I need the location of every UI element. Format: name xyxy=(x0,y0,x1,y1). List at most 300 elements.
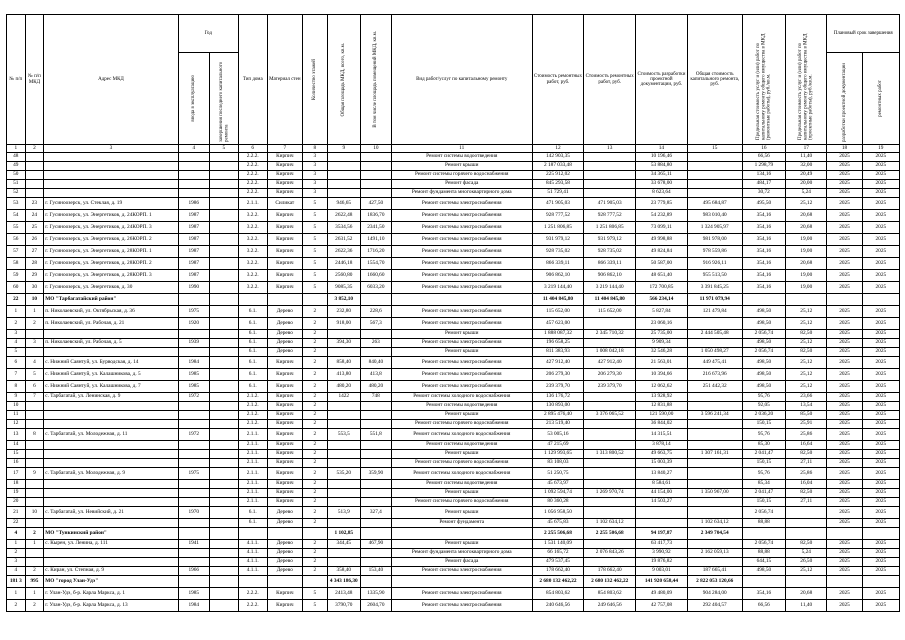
table-cell xyxy=(209,369,238,381)
table-cell: МО "Тарбагатайский район" xyxy=(44,294,179,306)
table-row xyxy=(7,411,900,420)
table-cell: 2 xyxy=(7,600,26,612)
table-cell xyxy=(209,270,238,282)
table-cell: 2025 xyxy=(862,153,899,162)
table-cell: 4 xyxy=(7,528,26,540)
table-row xyxy=(7,282,900,294)
table-cell xyxy=(238,294,267,306)
table-row xyxy=(7,306,900,318)
table-row xyxy=(7,429,900,441)
table-cell: 916 926,11 xyxy=(687,258,742,270)
table-cell: 3 990,92 xyxy=(636,549,688,558)
table-cell: Кирпич xyxy=(267,480,302,489)
column-number-cell: 3 xyxy=(44,145,179,153)
table-cell: Кирпич xyxy=(267,270,302,282)
table-cell: 6.1. xyxy=(238,339,267,348)
table-cell: МО "город Улан-Удэ" xyxy=(44,576,179,588)
table-cell xyxy=(25,162,44,171)
table-cell xyxy=(687,180,742,189)
table-cell xyxy=(327,171,360,180)
table-cell: 1985 xyxy=(178,588,209,600)
table-cell: 2025 xyxy=(827,330,862,339)
table-cell: 2025 xyxy=(862,489,899,498)
table-cell: 23,66 xyxy=(786,393,827,402)
table-cell: 354,16 xyxy=(742,270,785,282)
table-cell: 2025 xyxy=(862,480,899,489)
table-cell: 4.1.1. xyxy=(238,558,267,567)
table-cell: Кирпич xyxy=(267,600,302,612)
table-cell: 2025 xyxy=(862,450,899,459)
table-cell: 1 xyxy=(25,306,44,318)
table-cell: 11,40 xyxy=(786,153,827,162)
table-cell: 3 xyxy=(7,558,26,567)
header-col-14: Стоимость разработки проектной документации, руб. xyxy=(636,15,688,145)
table-cell: 2025 xyxy=(862,180,899,189)
table-cell xyxy=(327,489,360,498)
column-number-row xyxy=(7,145,900,153)
table-cell: 2 xyxy=(302,348,327,357)
header-col-13: Стоимость ремонтных работ, руб. xyxy=(584,15,636,145)
table-cell xyxy=(786,519,827,528)
table-row xyxy=(7,450,900,459)
table-cell xyxy=(687,507,742,519)
table-cell: Ремонт системы электроснабжения xyxy=(391,270,532,282)
table-cell: Кирпич xyxy=(267,468,302,480)
table-cell xyxy=(360,153,391,162)
table-cell xyxy=(178,480,209,489)
table-cell: 1984 xyxy=(178,600,209,612)
table-cell: Ремонт крыши xyxy=(391,507,532,519)
table-row xyxy=(7,246,900,258)
column-number-cell: 12 xyxy=(532,145,584,153)
table-cell xyxy=(687,189,742,198)
table-cell: 495,50 xyxy=(742,198,785,210)
table-cell xyxy=(360,480,391,489)
table-cell: 12 xyxy=(7,420,26,429)
table-cell xyxy=(209,294,238,306)
header-col-5: завершения последнего капитального ремонта xyxy=(218,61,229,142)
table-cell: 172 700,85 xyxy=(636,282,688,294)
table-cell: 73 099,11 xyxy=(636,222,688,234)
table-cell xyxy=(862,576,899,588)
table-cell: 2.1.1. xyxy=(238,489,267,498)
table-cell: 3 xyxy=(302,189,327,198)
table-cell xyxy=(360,348,391,357)
table-cell: 16,04 xyxy=(786,480,827,489)
table-cell: Ремонт системы электроснабжения xyxy=(391,588,532,600)
table-cell: 115 652,00 xyxy=(584,306,636,318)
table-cell xyxy=(209,420,238,429)
table-cell: 2 xyxy=(302,468,327,480)
table-cell: 2.2.2. xyxy=(238,171,267,180)
column-number-cell: 5 xyxy=(209,145,238,153)
table-cell: Кирпич xyxy=(267,258,302,270)
table-cell: Ремонт системы электроснабжения xyxy=(391,381,532,393)
table-cell: 130 893,00 xyxy=(532,402,584,411)
table-row xyxy=(7,162,900,171)
table-cell: Кирпич xyxy=(267,450,302,459)
table-cell: 1 050 498,27 xyxy=(687,348,742,357)
table-cell xyxy=(584,153,636,162)
header-col-1: № п/п xyxy=(7,15,26,145)
table-cell: 1985 xyxy=(178,381,209,393)
table-cell: Ремонт системы электроснабжения xyxy=(391,600,532,612)
table-cell: 2 xyxy=(302,381,327,393)
table-cell: 32 546,28 xyxy=(636,348,688,357)
table-cell xyxy=(209,162,238,171)
table-cell: 4.1.1. xyxy=(238,549,267,558)
table-cell xyxy=(687,393,742,402)
table-cell: 2025 xyxy=(827,234,862,246)
table-cell: Ремонт крыши xyxy=(391,348,532,357)
table-cell: 2025 xyxy=(827,258,862,270)
table-cell xyxy=(327,441,360,450)
table-cell: 11,40 xyxy=(786,600,827,612)
table-cell: 498,50 xyxy=(742,567,785,576)
table-cell: 2 255 506,68 xyxy=(584,528,636,540)
table-cell: 1491,10 xyxy=(360,234,391,246)
table-cell xyxy=(209,198,238,210)
column-number-cell: 2 xyxy=(25,145,44,153)
table-cell: Ремонт системы электроснабжения xyxy=(391,282,532,294)
table-cell xyxy=(209,234,238,246)
table-cell: 354,16 xyxy=(742,234,785,246)
table-cell xyxy=(44,411,179,420)
table-cell: 134,16 xyxy=(742,171,785,180)
table-cell: 2 xyxy=(302,567,327,576)
column-number-cell: 19 xyxy=(862,145,899,153)
table-cell xyxy=(44,549,179,558)
table-row xyxy=(7,498,900,507)
table-cell: 2025 xyxy=(862,402,899,411)
table-cell xyxy=(178,519,209,528)
table-cell: 1 xyxy=(7,540,26,549)
table-cell: Дерево xyxy=(267,348,302,357)
table-cell: 2 xyxy=(25,567,44,576)
table-cell xyxy=(327,480,360,489)
table-cell: 3.2.2. xyxy=(238,246,267,258)
table-cell: 906 862,10 xyxy=(584,270,636,282)
table-cell xyxy=(827,576,862,588)
table-cell: 9 xyxy=(7,393,26,402)
table-cell: 150,15 xyxy=(742,420,785,429)
table-cell xyxy=(687,153,742,162)
table-cell: 2.1.1. xyxy=(238,450,267,459)
table-cell: Кирпич xyxy=(267,393,302,402)
table-cell xyxy=(327,420,360,429)
table-cell xyxy=(584,171,636,180)
table-cell: 2 xyxy=(302,507,327,519)
table-cell: 66,56 xyxy=(742,600,785,612)
table-cell: 2025 xyxy=(827,498,862,507)
table-cell: 2025 xyxy=(827,171,862,180)
table-cell: 2.1.2. xyxy=(238,402,267,411)
table-cell: 2 895 476,40 xyxy=(532,411,584,420)
table-cell: 2025 xyxy=(827,246,862,258)
table-cell: 2025 xyxy=(862,162,899,171)
table-cell: 358,40 xyxy=(327,567,360,576)
table-cell: 1335,90 xyxy=(360,588,391,600)
table-cell: 94 197,87 xyxy=(636,528,688,540)
table-cell: 2 056,74 xyxy=(742,507,785,519)
table-cell xyxy=(25,171,44,180)
table-cell: 513,9 xyxy=(327,507,360,519)
table-cell: 1 056 958,50 xyxy=(532,507,584,519)
table-cell: 45 675,83 xyxy=(532,519,584,528)
table-cell: 2025 xyxy=(862,507,899,519)
table-cell: 3.2.2. xyxy=(238,282,267,294)
table-cell: 3 xyxy=(302,171,327,180)
table-cell xyxy=(209,600,238,612)
table-cell: с. Тарбагатай, ул. Молодежная, д. 11 xyxy=(44,429,179,441)
table-cell: 2 xyxy=(302,441,327,450)
table-cell: 2025 xyxy=(862,318,899,330)
table-cell: 2 xyxy=(302,318,327,330)
table-cell xyxy=(209,480,238,489)
table-cell: 95,76 xyxy=(742,429,785,441)
table-cell: 22 xyxy=(7,519,26,528)
table-cell xyxy=(584,480,636,489)
table-cell: 4 xyxy=(7,567,26,576)
table-cell: 8 xyxy=(25,429,44,441)
table-cell xyxy=(178,189,209,198)
table-cell xyxy=(360,441,391,450)
table-cell: Кирпич xyxy=(267,153,302,162)
table-cell xyxy=(584,189,636,198)
table-cell: 2025 xyxy=(827,468,862,480)
table-cell: 263 xyxy=(360,339,391,348)
table-cell: 6.1. xyxy=(238,519,267,528)
table-cell: 6 xyxy=(7,357,26,369)
table-cell: 2 056,74 xyxy=(742,330,785,339)
table-cell xyxy=(209,402,238,411)
table-cell: 23 060,16 xyxy=(636,318,688,330)
table-cell: 25,12 xyxy=(786,318,827,330)
table-cell: 5 xyxy=(302,588,327,600)
table-cell: 1 251 806,85 xyxy=(532,222,584,234)
table-cell: 354,16 xyxy=(742,222,785,234)
table-cell: Дерево xyxy=(267,519,302,528)
table-cell: 2 349 704,54 xyxy=(687,528,742,540)
table-cell: 3 852,10 xyxy=(327,294,360,306)
table-cell: 498,50 xyxy=(742,357,785,369)
table-cell: 2025 xyxy=(827,369,862,381)
table-cell: 2025 xyxy=(862,198,899,210)
table-cell: 1987 xyxy=(178,258,209,270)
header-year-group: Год xyxy=(178,15,238,53)
header-col-2: № п/п МКД xyxy=(25,15,44,145)
table-cell: 1972 xyxy=(178,429,209,441)
table-cell: 2025 xyxy=(827,480,862,489)
table-cell: 19,00 xyxy=(786,246,827,258)
table-cell xyxy=(209,318,238,330)
table-cell: 13 840,27 xyxy=(636,468,688,480)
table-row xyxy=(7,480,900,489)
table-cell xyxy=(391,528,532,540)
table-cell xyxy=(25,402,44,411)
table-cell: 19,00 xyxy=(786,234,827,246)
table-cell: 854 803,62 xyxy=(532,588,584,600)
table-cell xyxy=(178,153,209,162)
table-row xyxy=(7,198,900,210)
table-cell: 1987 xyxy=(178,210,209,222)
table-cell: 18 xyxy=(7,480,26,489)
table-cell: 906 862,10 xyxy=(532,270,584,282)
table-cell xyxy=(44,153,179,162)
plan-table xyxy=(6,14,900,612)
table-cell xyxy=(862,294,899,306)
table-cell xyxy=(25,153,44,162)
table-cell: 14 xyxy=(7,441,26,450)
table-cell: г. Улан-Удэ, б-р. Карла Маркса, д. 13 xyxy=(44,600,179,612)
table-cell: 51 250,75 xyxy=(532,468,584,480)
table-cell xyxy=(209,339,238,348)
column-number-cell: 13 xyxy=(584,145,636,153)
table-cell: 2 056,74 xyxy=(742,540,785,549)
table-cell: 3 219 144,40 xyxy=(584,282,636,294)
table-cell xyxy=(44,189,179,198)
table-row xyxy=(7,330,900,339)
table-cell: 978 559,86 xyxy=(687,246,742,258)
table-row xyxy=(7,489,900,498)
table-cell: Ремонт фундамента многоквартирного дома xyxy=(391,549,532,558)
table-cell: 2025 xyxy=(862,549,899,558)
table-cell: 3534,56 xyxy=(327,222,360,234)
table-cell xyxy=(44,558,179,567)
table-cell: 53 xyxy=(7,198,26,210)
table-cell xyxy=(178,441,209,450)
table-cell: 5,24 xyxy=(786,549,827,558)
table-cell: 2 xyxy=(302,540,327,549)
table-cell: 1 008 042,18 xyxy=(584,348,636,357)
table-cell: 54 xyxy=(7,210,26,222)
table-cell xyxy=(209,558,238,567)
table-cell: 50 587,00 xyxy=(636,258,688,270)
table-cell: 2025 xyxy=(827,558,862,567)
table-cell: 498,50 xyxy=(742,339,785,348)
table-cell xyxy=(786,507,827,519)
table-cell xyxy=(302,528,327,540)
table-cell: Кирпич xyxy=(267,189,302,198)
table-cell: 2341,50 xyxy=(360,222,391,234)
table-cell: 6.1. xyxy=(238,381,267,393)
table-cell: 354,16 xyxy=(742,588,785,600)
table-cell: 239 379,70 xyxy=(584,381,636,393)
table-cell xyxy=(327,549,360,558)
table-cell: 1 251 806,85 xyxy=(584,222,636,234)
table-cell: 2.2.2. xyxy=(238,162,267,171)
table-cell: 3.2.2. xyxy=(238,222,267,234)
table-cell: 495 684,87 xyxy=(687,198,742,210)
table-cell xyxy=(827,528,862,540)
table-cell: 228,6 xyxy=(360,306,391,318)
table-cell: 27,11 xyxy=(786,459,827,468)
table-cell: 13 928,92 xyxy=(636,393,688,402)
table-cell: Кирпич xyxy=(267,180,302,189)
table-cell xyxy=(360,459,391,468)
table-cell: 95,76 xyxy=(742,393,785,402)
table-cell xyxy=(209,222,238,234)
table-cell: 3 878,14 xyxy=(636,441,688,450)
table-cell: Ремонт крыши xyxy=(391,162,532,171)
table-cell: 1972 xyxy=(178,393,209,402)
table-cell xyxy=(687,420,742,429)
table-cell: 2025 xyxy=(827,519,862,528)
table-cell xyxy=(209,393,238,402)
table-cell: 25,12 xyxy=(786,198,827,210)
table-cell: 2025 xyxy=(827,270,862,282)
table-cell: Кирпич xyxy=(267,429,302,441)
table-cell xyxy=(360,450,391,459)
table-cell xyxy=(687,540,742,549)
table-cell: 6 xyxy=(25,381,44,393)
table-cell xyxy=(209,153,238,162)
table-cell: г. Гусиноозерск, ул. Энергетиков, д. 28КОРП. 2 xyxy=(44,258,179,270)
table-cell: с. Нижний Саянтуй, ул. Калашникова, д. 7 xyxy=(44,381,179,393)
column-number-cell: 4 xyxy=(178,145,209,153)
table-cell xyxy=(209,306,238,318)
table-cell: Дерево xyxy=(267,558,302,567)
table-row xyxy=(7,576,900,588)
table-cell: 928 735,02 xyxy=(584,246,636,258)
table-cell: 25,12 xyxy=(786,567,827,576)
table-cell: 63 417,73 xyxy=(636,540,688,549)
table-cell: 60 xyxy=(7,282,26,294)
table-cell: 2025 xyxy=(827,318,862,330)
table-cell: 7 xyxy=(25,393,44,402)
table-cell: 80 360,28 xyxy=(532,498,584,507)
header-col-17: Предельная стоимость услуг и (или) работ по капитальному ремонту общего имущества в МКД (проектные работы), руб./кв.м. xyxy=(798,33,814,140)
table-cell: 206 279,30 xyxy=(532,369,584,381)
table-cell xyxy=(25,450,44,459)
table-cell: 2025 xyxy=(862,234,899,246)
table-cell: 2025 xyxy=(862,348,899,357)
table-cell: 2025 xyxy=(827,450,862,459)
table-cell xyxy=(687,498,742,507)
table-cell xyxy=(786,528,827,540)
table-cell: 1 xyxy=(25,540,44,549)
table-cell xyxy=(25,348,44,357)
table-cell: 2.1.1. xyxy=(238,441,267,450)
table-cell xyxy=(178,171,209,180)
table-cell: п. Николаевский, ул. Рабочая, д. 21 xyxy=(44,318,179,330)
table-cell: 49 663,75 xyxy=(636,450,688,459)
table-cell: 10 196,46 xyxy=(636,153,688,162)
table-cell: 467,90 xyxy=(360,540,391,549)
table-cell: 181 3 xyxy=(7,576,26,588)
table-cell xyxy=(25,519,44,528)
table-cell: 840,40 xyxy=(360,357,391,369)
table-cell xyxy=(302,294,327,306)
table-cell: Ремонт фундамента многоквартирного дома xyxy=(391,189,532,198)
table-cell xyxy=(584,339,636,348)
table-cell: Ремонт системы водоотведения xyxy=(391,441,532,450)
table-cell xyxy=(687,162,742,171)
table-cell: 6.1. xyxy=(238,348,267,357)
table-cell: 3 xyxy=(302,162,327,171)
table-cell: 2631,52 xyxy=(327,234,360,246)
table-cell: 56 xyxy=(7,234,26,246)
table-cell: Кирпич xyxy=(267,459,302,468)
table-cell: Ремонт системы водоотведения xyxy=(391,402,532,411)
table-cell: 2 xyxy=(25,600,44,612)
table-cell xyxy=(584,558,636,567)
table-cell: Дерево xyxy=(267,540,302,549)
table-cell: 9085,35 xyxy=(327,282,360,294)
table-cell: 2025 xyxy=(862,558,899,567)
table-cell: Ремонт крыши xyxy=(391,450,532,459)
table-cell: 20,68 xyxy=(786,210,827,222)
